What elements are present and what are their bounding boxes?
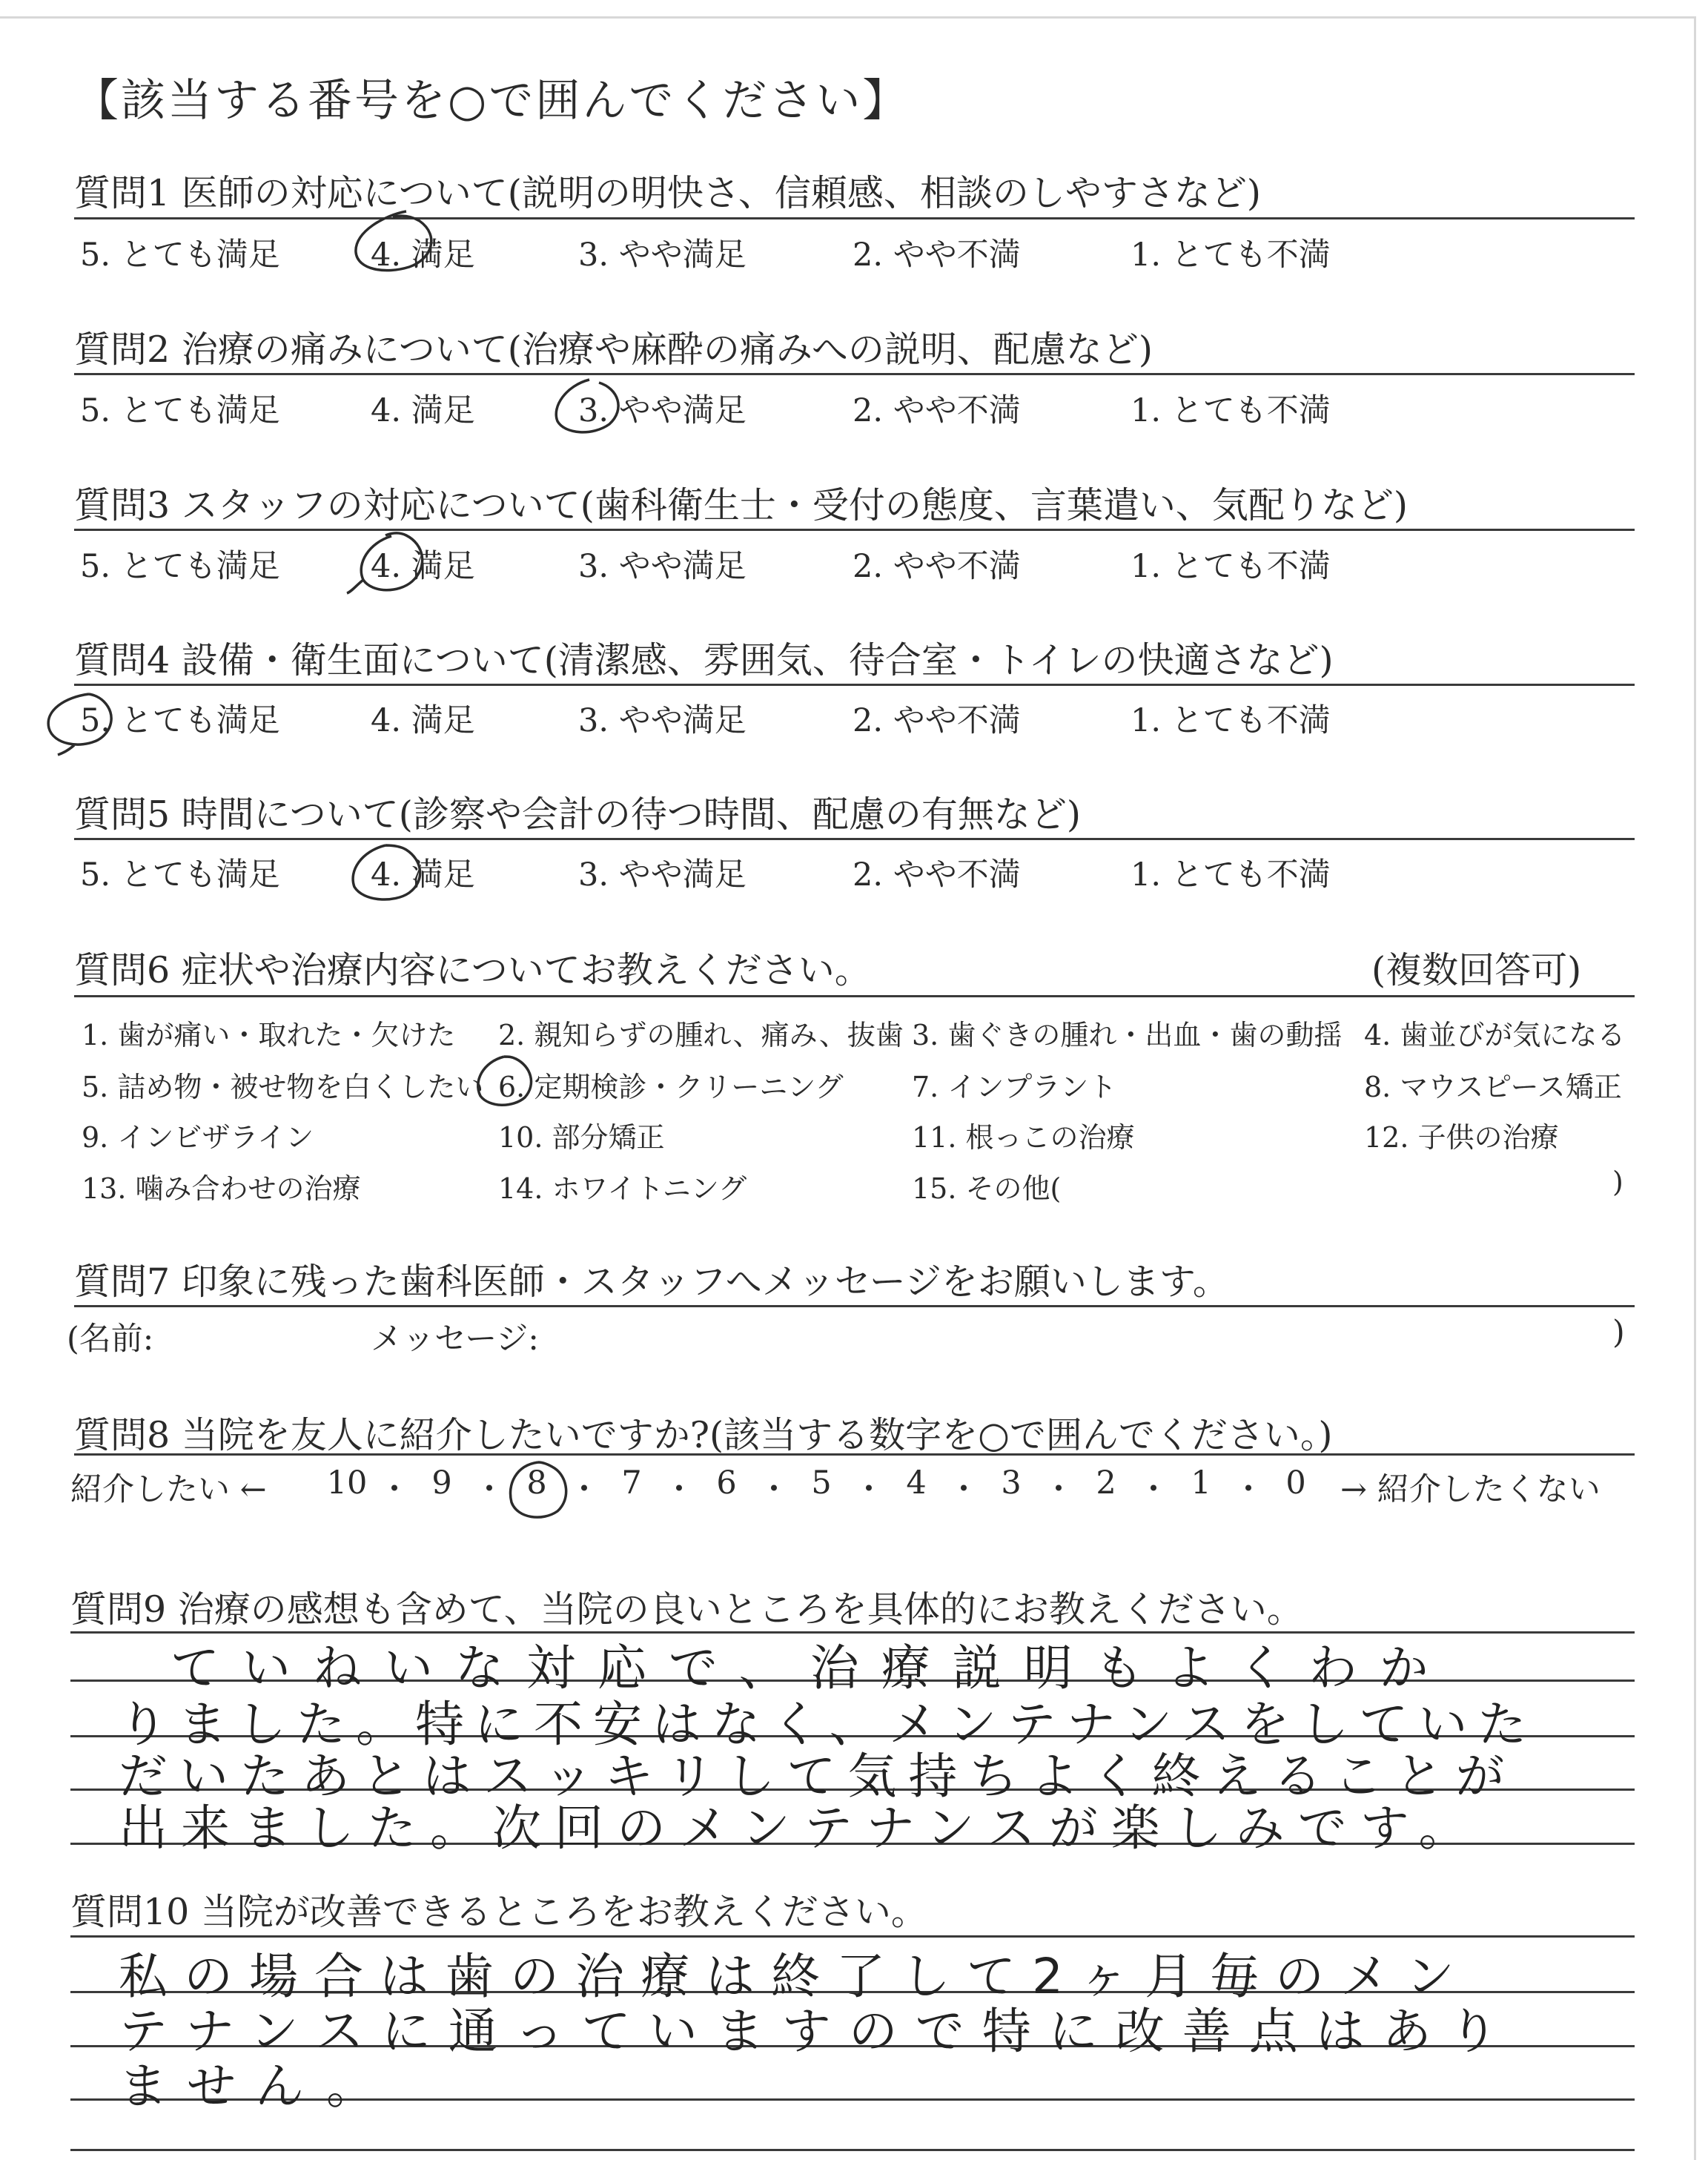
q8-scale-separator: ・ [1042, 1471, 1075, 1508]
q6-option-2[interactable]: 2. 親知らずの腫れ、痛み、抜歯 [498, 1019, 904, 1051]
q5-option-5[interactable]: 5. とても満足 [80, 856, 280, 894]
q2-option-4[interactable]: 4. 満足 [371, 392, 475, 429]
q2-option-5[interactable]: 5. とても満足 [80, 392, 280, 429]
q3-option-2[interactable]: 2. やや不満 [853, 548, 1021, 585]
q6-option-10[interactable]: 10. 部分矯正 [498, 1121, 665, 1154]
q8-rule [74, 1453, 1635, 1456]
q9-title: 質問9 治療の感想も含めて、当院の良いところを具体的にお教えください。 [70, 1588, 1303, 1631]
q9-answer-line-2: りました。特に不安はなく、メンテナンスをしていた [119, 1696, 1537, 1753]
q5-rule [74, 838, 1635, 840]
q6-option-14[interactable]: 14. ホワイトニング [498, 1172, 747, 1205]
q2-title: 質問2 治療の痛みについて(治療や麻酔の痛みへの説明、配慮など) [74, 328, 1153, 371]
q8-title: 質問8 当院を友人に紹介したいですか?(該当する数字を○で囲んでください。) [74, 1414, 1333, 1456]
q4-option-3[interactable]: 3. やや満足 [578, 702, 747, 739]
q6-option-9[interactable]: 9. インビザライン [82, 1121, 314, 1154]
q3-title: 質問3 スタッフの対応について(歯科衛生士・受付の態度、言葉遣い、気配りなど) [74, 484, 1409, 526]
q2-option-1[interactable]: 1. とても不満 [1131, 392, 1331, 429]
q8-scale-separator: ・ [378, 1471, 411, 1508]
q6-option-8[interactable]: 8. マウスピース矯正 [1364, 1071, 1622, 1103]
q6-title: 質問6 症状や治療内容についてお教えください。 [74, 949, 871, 991]
q6-option-12[interactable]: 12. 子供の治療 [1364, 1121, 1559, 1154]
q8-scale-7[interactable]: 7 [621, 1464, 642, 1502]
instruction-heading: 【該当する番号を○で囲んでください】 [74, 75, 910, 127]
q8-scale-9[interactable]: 9 [431, 1464, 452, 1502]
q9-answer-line-4: 出来ました。次回のメンテナンスが楽しみです。 [119, 1800, 1481, 1857]
q5-option-4[interactable]: 4. 満足 [371, 856, 475, 894]
q6-note: (複数回答可) [1371, 949, 1582, 991]
q4-rule [74, 684, 1635, 686]
q3-option-1[interactable]: 1. とても不満 [1131, 548, 1331, 585]
q8-left-label: 紹介したい ← [70, 1471, 267, 1508]
q8-scale-separator: ・ [947, 1471, 980, 1508]
q6-option-13[interactable]: 13. 噛み合わせの治療 [82, 1172, 361, 1205]
q4-option-2[interactable]: 2. やや不満 [853, 702, 1021, 739]
q6-other-close: ) [1612, 1166, 1623, 1198]
q8-scale-4[interactable]: 4 [906, 1464, 927, 1502]
q7-message-field[interactable] [563, 1314, 1601, 1355]
q8-scale-separator: ・ [663, 1471, 695, 1508]
scan-top-border [0, 16, 1694, 19]
q7-message-label: メッセージ: [371, 1321, 539, 1358]
q5-option-3[interactable]: 3. やや満足 [578, 856, 747, 894]
q5-option-2[interactable]: 2. やや不満 [853, 856, 1021, 894]
q3-rule [74, 529, 1635, 531]
q7-name-field[interactable] [185, 1314, 356, 1355]
q8-scale-3[interactable]: 3 [1001, 1464, 1022, 1502]
q10-rule-4 [70, 2149, 1635, 2151]
q9-answer-line-1: ていねいな対応で、治療説明もよくわか [171, 1639, 1451, 1697]
q7-title: 質問7 印象に残った歯科医師・スタッフへメッセージをお願いします。 [74, 1261, 1229, 1303]
q8-scale-5[interactable]: 5 [811, 1464, 832, 1502]
q4-title: 質問4 設備・衛生面について(清潔感、雰囲気、待合室・トイレの快適さなど) [74, 639, 1334, 681]
q8-scale-separator: ・ [1232, 1471, 1265, 1508]
q1-option-3[interactable]: 3. やや満足 [578, 237, 747, 274]
q1-title: 質問1 医師の対応について(説明の明快さ、信頼感、相談のしやすさなど) [74, 172, 1262, 214]
q8-scale-separator: ・ [473, 1471, 506, 1508]
q4-option-4[interactable]: 4. 満足 [371, 702, 475, 739]
q1-option-1[interactable]: 1. とても不満 [1131, 237, 1331, 274]
q2-option-2[interactable]: 2. やや不満 [853, 392, 1021, 429]
q8-scale-1[interactable]: 1 [1191, 1464, 1211, 1502]
q6-option-1[interactable]: 1. 歯が痛い・取れた・欠けた [82, 1019, 456, 1051]
q5-title: 質問5 時間について(診察や会計の待つ時間、配慮の有無など) [74, 793, 1082, 836]
q6-option-5[interactable]: 5. 詰め物・被せ物を白くしたい [82, 1071, 484, 1103]
q6-rule [74, 995, 1635, 997]
q2-rule [74, 373, 1635, 375]
q2-option-3[interactable]: 3. やや満足 [578, 392, 747, 429]
q8-scale-6[interactable]: 6 [716, 1464, 737, 1502]
q8-scale-0[interactable]: 0 [1285, 1464, 1306, 1502]
q7-close: ) [1612, 1314, 1625, 1351]
q3-option-3[interactable]: 3. やや満足 [578, 548, 747, 585]
q6-option-11[interactable]: 11. 根っこの治療 [912, 1121, 1135, 1154]
q4-option-1[interactable]: 1. とても不満 [1131, 702, 1331, 739]
q6-option-6[interactable]: 6. 定期検診・クリーニング [498, 1071, 844, 1103]
q8-scale-10[interactable]: 10 [326, 1464, 368, 1502]
q6-option-15[interactable]: 15. その他( [912, 1172, 1062, 1205]
q7-name-label: (名前: [67, 1321, 154, 1358]
q8-scale-separator: ・ [758, 1471, 790, 1508]
q1-option-5[interactable]: 5. とても満足 [80, 237, 280, 274]
q8-right-label: → 紹介したくない [1340, 1471, 1601, 1508]
q8-scale-separator: ・ [853, 1471, 885, 1508]
q10-title: 質問10 当院が改善できるところをお教えください。 [70, 1891, 927, 1933]
q4-option-5[interactable]: 5. とても満足 [80, 702, 280, 739]
q6-option-3[interactable]: 3. 歯ぐきの腫れ・出血・歯の動揺 [912, 1019, 1343, 1051]
q6-option-4[interactable]: 4. 歯並びが気になる [1364, 1019, 1626, 1051]
q8-scale-separator: ・ [1137, 1471, 1170, 1508]
q1-option-4[interactable]: 4. 満足 [371, 237, 475, 274]
q8-scale-separator: ・ [568, 1471, 600, 1508]
q3-option-4[interactable]: 4. 満足 [371, 548, 475, 585]
q10-answer-line-3: ません。 [119, 2058, 394, 2115]
q1-option-2[interactable]: 2. やや不満 [853, 237, 1021, 274]
q3-option-5[interactable]: 5. とても満足 [80, 548, 280, 585]
q5-option-1[interactable]: 1. とても不満 [1131, 856, 1331, 894]
q9-answer-line-3: だいたあとはスッキリして気持ちよく終えることが [119, 1748, 1517, 1805]
q1-rule [74, 217, 1635, 219]
q6-option-7[interactable]: 7. インプラント [912, 1071, 1117, 1103]
q10-answer-line-2: テナンスに通っていますので特に改善点はあり [119, 2003, 1516, 2060]
q8-scale-2[interactable]: 2 [1096, 1464, 1116, 1502]
q10-answer-line-1: 私の場合は歯の治療は終了して2ヶ月毎のメン [119, 1948, 1471, 2005]
scan-right-border [1694, 16, 1696, 2160]
q7-rule [74, 1305, 1635, 1307]
q8-scale-8[interactable]: 8 [526, 1464, 547, 1502]
